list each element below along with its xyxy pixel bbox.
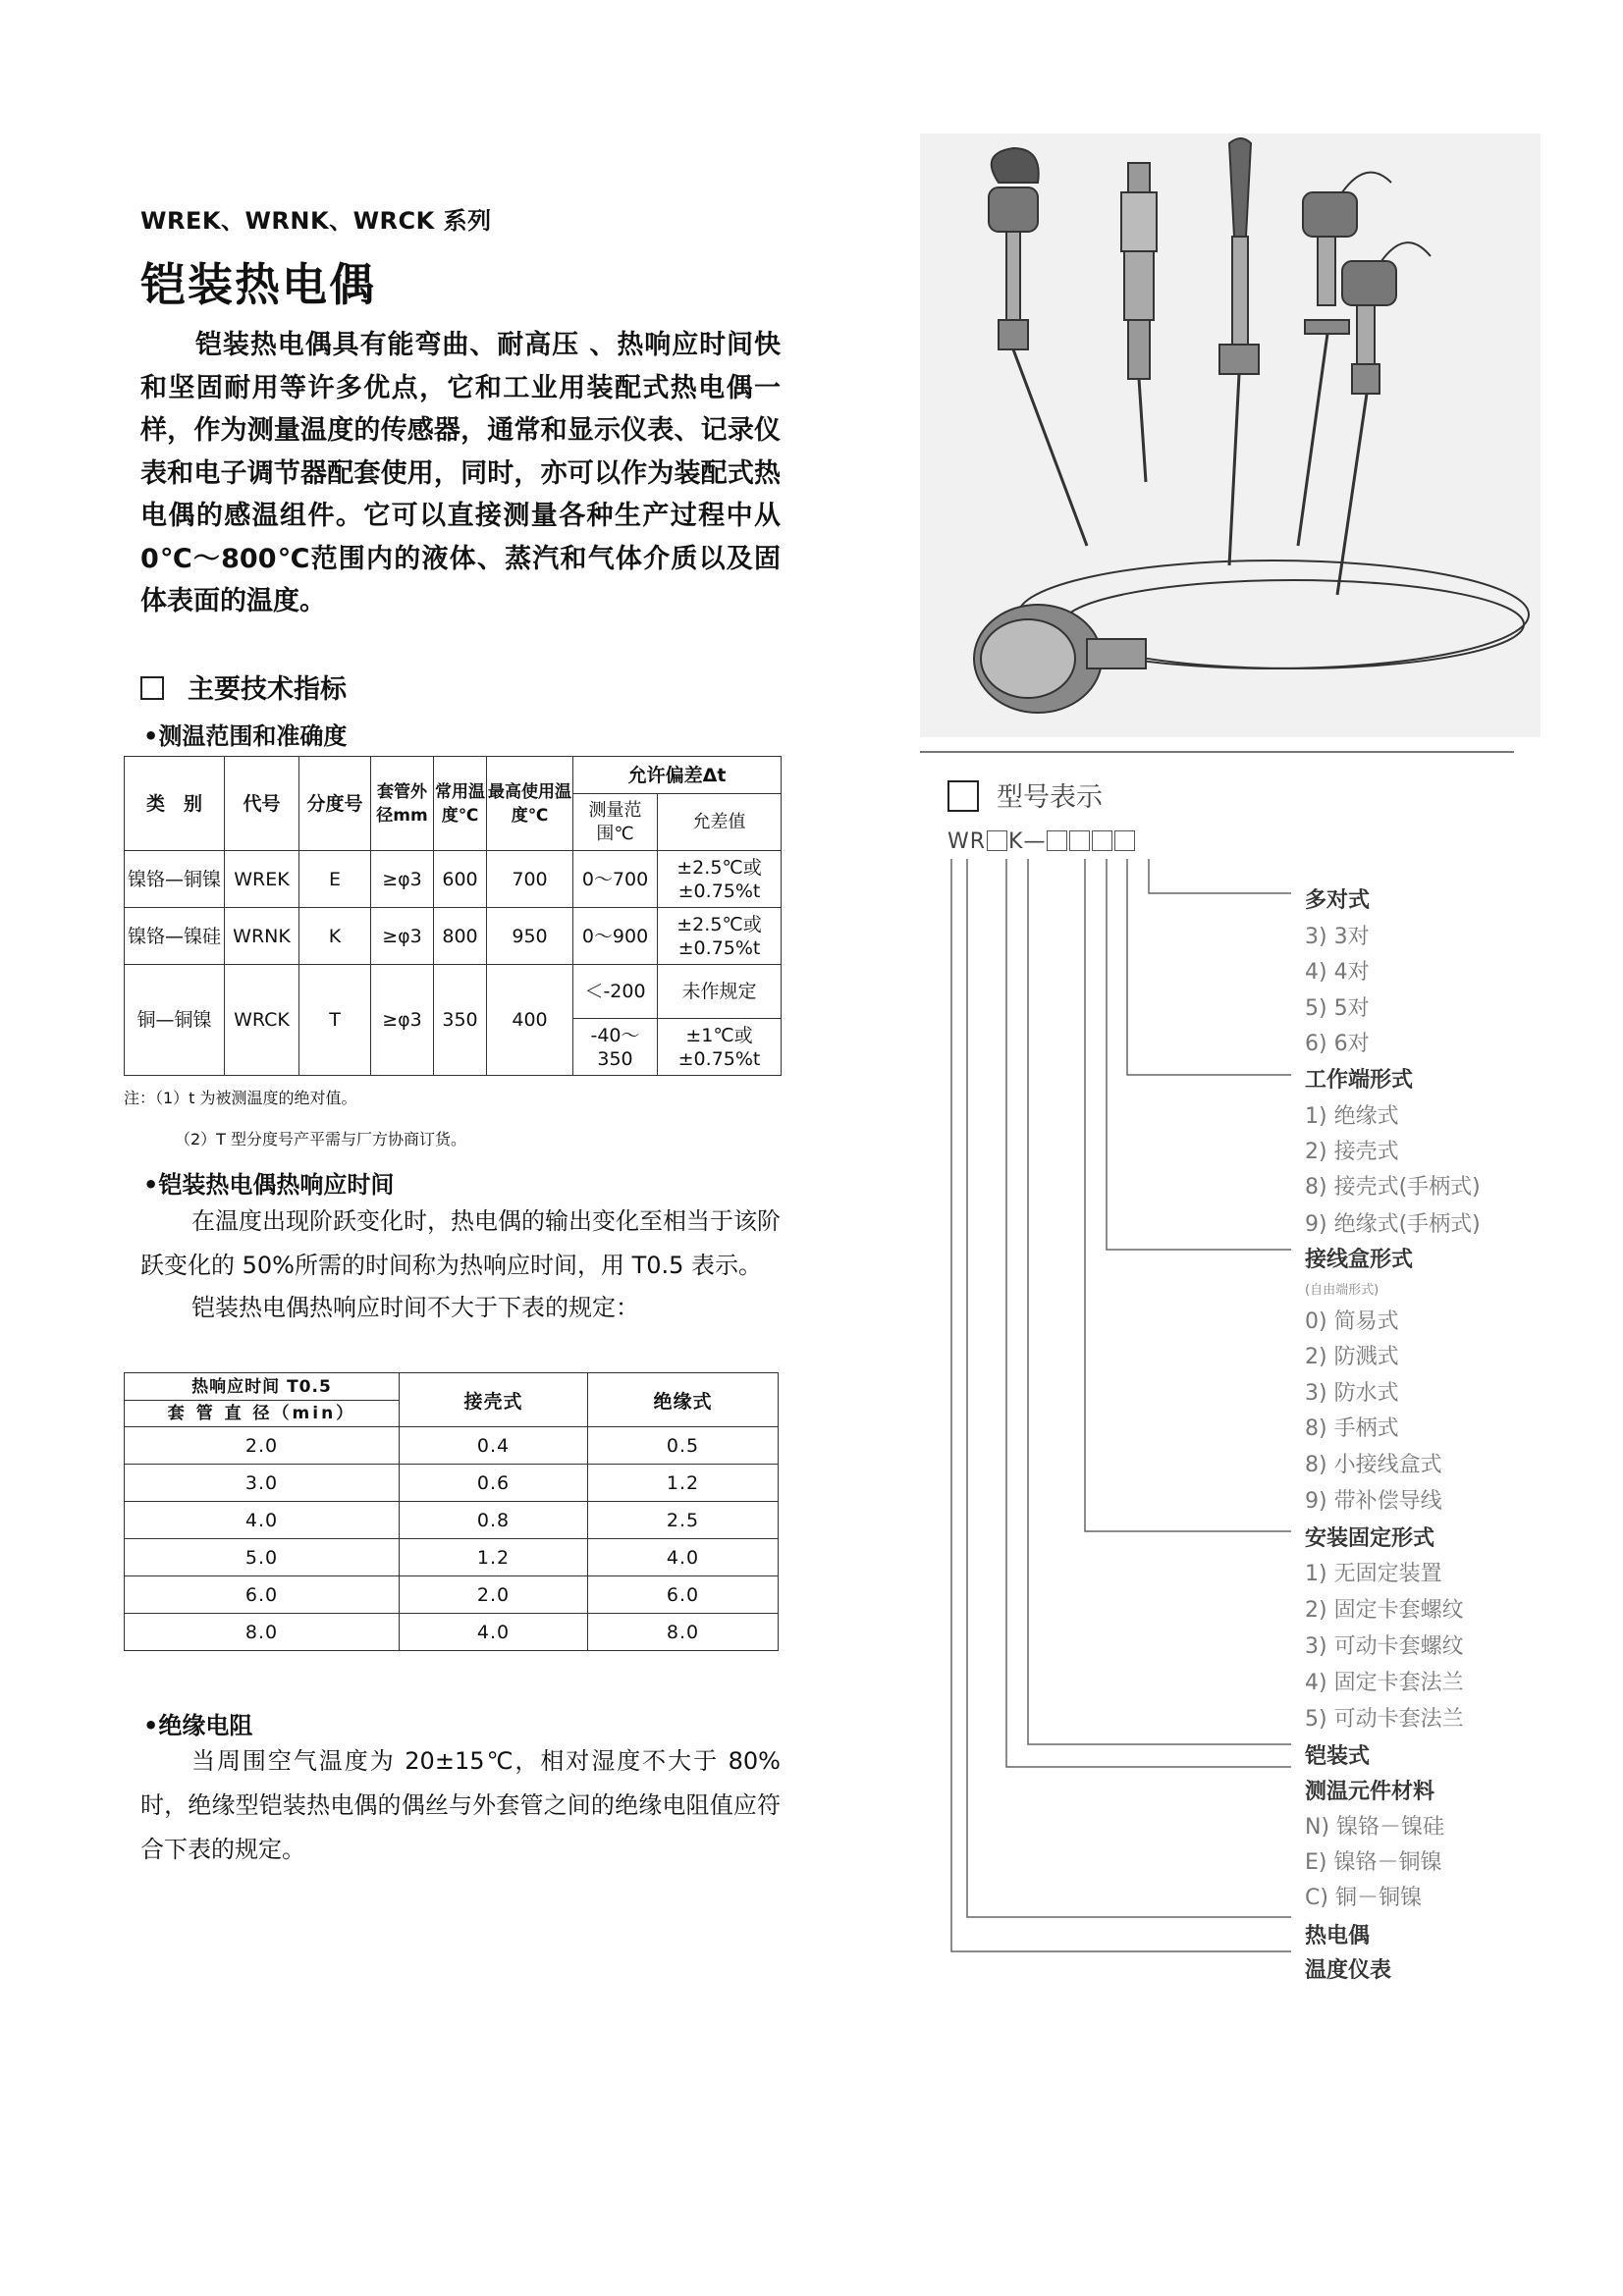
code-box-icon (1069, 830, 1090, 851)
model-field-label: 热电偶 (1305, 1924, 1371, 1949)
cell-range: -40～350 (573, 1019, 658, 1076)
cell-type: 镍铬—镍硅 (125, 908, 225, 965)
header-diameter: 套 管 直 径（min） (167, 1403, 356, 1423)
cell-grounded: 2.0 (400, 1576, 588, 1614)
cell-diameter: 3.0 (125, 1465, 400, 1502)
range-subtitle: •测温范围和准确度 (143, 722, 348, 750)
model-option-label: 3) 防水式 (1305, 1381, 1399, 1406)
table-header-row (125, 1373, 779, 1427)
cell-diameter: 8.0 (125, 1614, 400, 1651)
insulation-paragraph: 当周围空气温度为 20±15℃，相对湿度不大于 80%时，绝缘型铠装热电偶的偶丝与外套管之间的绝缘电阻值应符合下表的规定。 (140, 1747, 781, 1863)
header-graduation: 分度号 (299, 757, 371, 851)
note-1: 注：（1）t 为被测温度的绝对值。 (124, 1089, 357, 1107)
model-option-label: 8) 小接线盒式 (1305, 1453, 1442, 1477)
cell-code: WREK (225, 851, 299, 908)
table-row (125, 908, 782, 965)
header-tolerance: 允许偏差Δt (573, 757, 782, 794)
cell-max: 700 (487, 851, 573, 908)
cell-max: 950 (487, 908, 573, 965)
cell-normal: 350 (434, 965, 487, 1076)
model-option-label: 2) 固定卡套螺纹 (1305, 1598, 1464, 1623)
cell-allowance: 未作规定 (658, 965, 782, 1019)
model-option-label: 6) 6对 (1305, 1032, 1370, 1056)
cell-diameter: ≥φ3 (371, 908, 434, 965)
model-option-label: C) 铜－铜镍 (1305, 1886, 1422, 1910)
cell-grounded: 1.2 (400, 1539, 588, 1576)
note-2: （2）T 型分度号产平需与厂方协商订货。 (175, 1130, 467, 1148)
header-code: 代号 (225, 757, 299, 851)
table-row (125, 1539, 779, 1576)
model-field-label: 安装固定形式 (1305, 1526, 1435, 1551)
model-option-label: 3) 可动卡套螺纹 (1305, 1634, 1464, 1659)
response-paragraph: 在温度出现阶跃变化时，热电偶的输出变化至相当于该阶跃变化的 50%所需的时间称为热响应时间，用 T0.5 表示。 (140, 1207, 781, 1279)
model-field-label: 铠装式 (1305, 1744, 1371, 1769)
cell-allowance: ±1℃或±0.75%t (658, 1019, 782, 1076)
table-row (125, 1465, 779, 1502)
product-photo (920, 133, 1541, 737)
header-diameter: 套管外径mm (371, 757, 434, 851)
cell-diameter: 6.0 (125, 1576, 400, 1614)
cell-insulated: 1.2 (588, 1465, 779, 1502)
header-measure-range: 测量范围℃ (573, 794, 658, 851)
table-row (125, 1427, 779, 1465)
series-title: WREK、WRNK、WRCK 系列 (140, 207, 492, 235)
model-option-label: N) 镍铬－镍硅 (1305, 1815, 1445, 1840)
model-option-label: 1) 无固定装置 (1305, 1562, 1442, 1586)
divider (920, 751, 1514, 753)
cell-allowance: ±2.5℃或±0.75%t (658, 851, 782, 908)
model-field-label: 接线盒形式 (1305, 1248, 1414, 1272)
cell-code: WRCK (225, 965, 299, 1076)
table-row (125, 851, 782, 908)
model-option-label: 8) 接壳式(手柄式) (1305, 1175, 1481, 1200)
cell-insulated: 2.5 (588, 1502, 779, 1539)
cell-diameter: 5.0 (125, 1539, 400, 1576)
header-time: 热响应时间 T0.5 (125, 1374, 399, 1401)
cell-range: 0～700 (573, 851, 658, 908)
cell-diameter: ≥φ3 (371, 851, 434, 908)
cell-allowance: ±2.5℃或±0.75%t (658, 908, 782, 965)
cell-diameter: 2.0 (125, 1427, 400, 1465)
intro-paragraph: 铠装热电偶具有能弯曲、耐高压 、热响应时间快和坚固耐用等许多优点，它和工业用装配式热电偶一样，作为测量温度的传感器，通常和显示仪表、记录仪表和电子调节器配套使用，同时，亦可以作为装配式热电偶的感温组件。它可以直接测量各种生产过程中从 0℃～800℃范围内的液体、蒸汽和气体介质以及固体表面的温度。 (140, 330, 781, 616)
thermocouple-illustration (920, 133, 1541, 737)
table-row (125, 1614, 779, 1651)
code-box-icon (1092, 830, 1112, 851)
cell-graduation: T (299, 965, 371, 1076)
cell-insulated: 8.0 (588, 1614, 779, 1651)
cell-grounded: 4.0 (400, 1614, 588, 1651)
checkbox-icon (140, 676, 164, 700)
cell-range: 0～900 (573, 908, 658, 965)
page-title: 铠装热电偶 (140, 258, 376, 311)
model-field-label: 温度仪表 (1305, 1958, 1392, 1983)
cell-diameter: ≥φ3 (371, 965, 434, 1076)
range-accuracy-table (124, 756, 782, 1076)
cell-diameter: 4.0 (125, 1502, 400, 1539)
cell-normal: 600 (434, 851, 487, 908)
header-insulated: 绝缘式 (588, 1373, 779, 1427)
cell-code: WRNK (225, 908, 299, 965)
model-option-label: 3) 3对 (1305, 925, 1370, 949)
cell-graduation: K (299, 908, 371, 965)
model-option-label: (自由端形式) (1305, 1283, 1380, 1298)
specs-heading: 主要技术指标 (140, 667, 347, 706)
header-type: 类 别 (125, 757, 225, 851)
cell-graduation: E (299, 851, 371, 908)
model-field-label: 多对式 (1305, 888, 1371, 913)
model-option-label: 4) 固定卡套法兰 (1305, 1671, 1464, 1695)
cell-max: 400 (487, 965, 573, 1076)
cell-insulated: 0.5 (588, 1427, 779, 1465)
cell-insulated: 4.0 (588, 1539, 779, 1576)
model-heading: 型号表示 (947, 775, 1103, 814)
cell-grounded: 0.6 (400, 1465, 588, 1502)
model-code: WR K— (947, 829, 1136, 854)
cell-type: 镍铬—铜镍 (125, 851, 225, 908)
model-option-label: 5) 可动卡套法兰 (1305, 1707, 1464, 1732)
model-option-label: 0) 简易式 (1305, 1309, 1399, 1334)
model-option-label: 4) 4对 (1305, 960, 1370, 985)
cell-type: 铜—铜镍 (125, 965, 225, 1076)
cell-insulated: 6.0 (588, 1576, 779, 1614)
code-box-icon (1114, 830, 1135, 851)
header-allowance: 允差值 (658, 794, 782, 851)
cell-grounded: 0.8 (400, 1502, 588, 1539)
model-tree-lines (947, 854, 1291, 1973)
model-option-label: 5) 5对 (1305, 996, 1370, 1021)
code-box-icon (987, 830, 1007, 851)
model-option-label: 9) 绝缘式(手柄式) (1305, 1212, 1481, 1237)
header-diameter-time (125, 1373, 400, 1427)
response-subtitle: •铠装热电偶热响应时间 (143, 1171, 395, 1199)
header-normal-temp: 常用温度℃ (434, 757, 487, 851)
model-option-label: 2) 接壳式 (1305, 1140, 1399, 1164)
header-grounded: 接壳式 (400, 1373, 588, 1427)
model-option-label: 2) 防溅式 (1305, 1345, 1399, 1369)
model-option-label: E) 镍铬－铜镍 (1305, 1850, 1442, 1875)
table-row (125, 1576, 779, 1614)
model-field-label: 工作端形式 (1305, 1068, 1414, 1093)
checkbox-icon (947, 780, 979, 812)
model-option-label: 8) 手柄式 (1305, 1416, 1399, 1441)
cell-grounded: 0.4 (400, 1427, 588, 1465)
response-paragraph-2: 铠装热电偶热响应时间不大于下表的规定： (191, 1294, 639, 1321)
cell-normal: 800 (434, 908, 487, 965)
model-field-label: 测温元件材料 (1305, 1780, 1435, 1804)
header-max-temp: 最高使用温度℃ (487, 757, 573, 851)
model-option-label: 1) 绝缘式 (1305, 1104, 1399, 1129)
model-option-label: 9) 带补偿导线 (1305, 1489, 1442, 1514)
table-row (125, 965, 782, 1019)
cell-range: ＜-200 (573, 965, 658, 1019)
table-row (125, 1502, 779, 1539)
insulation-subtitle: •绝缘电阻 (143, 1712, 253, 1739)
response-time-table (124, 1372, 779, 1651)
code-box-icon (1047, 830, 1067, 851)
